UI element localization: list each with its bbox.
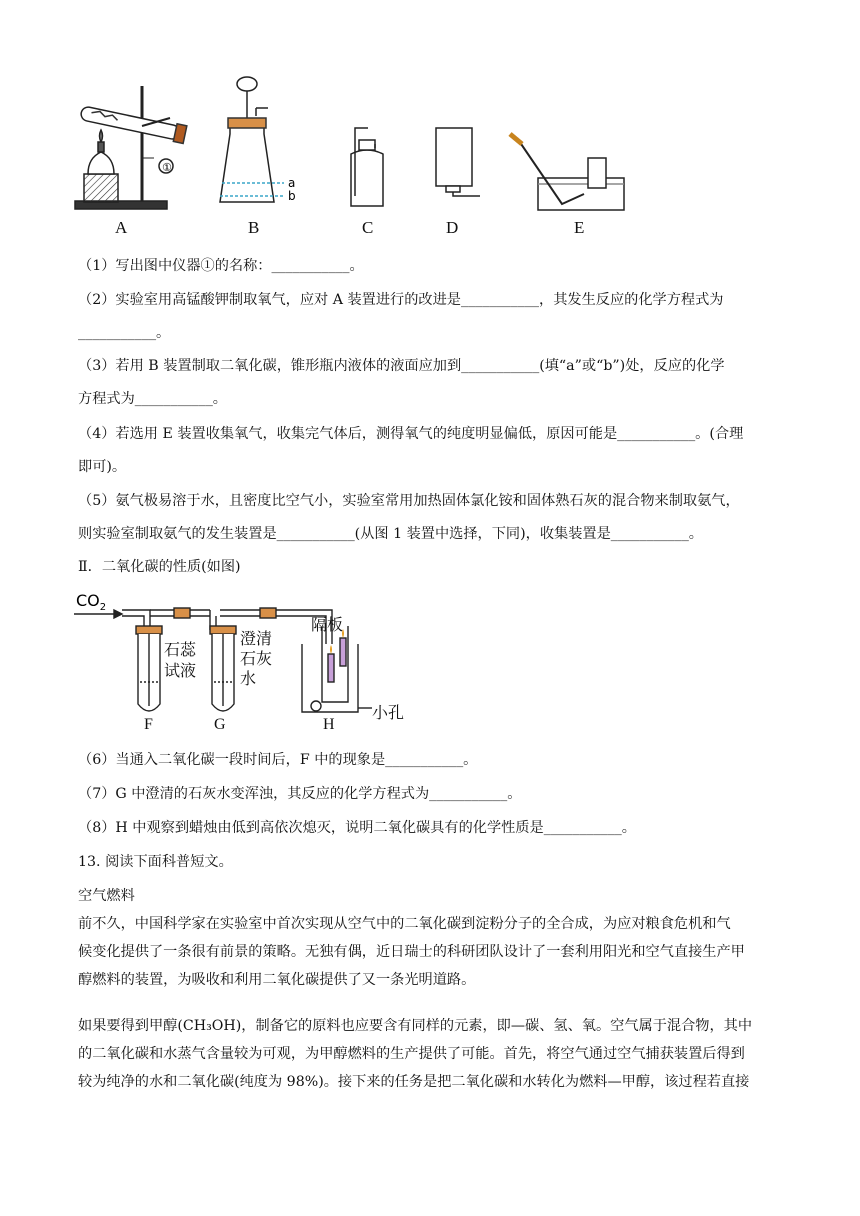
section-2-title: Ⅱ．二氧化碳的性质(如图) [78, 559, 241, 575]
question-1: （1）写出图中仪器①的名称：___________。 [78, 258, 364, 274]
apparatus-a [75, 86, 187, 209]
label-litmus-2: 试液 [164, 663, 197, 680]
apparatus-d [436, 128, 480, 196]
question-6: （6）当通入二氧化碳一段时间后，F 中的现象是___________。 [78, 752, 478, 768]
figure1-label-d: D [446, 218, 459, 237]
article-paragraph-2 [78, 1012, 778, 1096]
article-p2-line: 的二氧化碳和水蒸气含量较为可观，为甲醇燃料的生产提供了可能。首先，将空气通过空气捕获装置后得到 [78, 1046, 745, 1062]
article-p2-line: 较为纯净的水和二氧化碳(纯度为 98%)。接下来的任务是把二氧化碳和水转化为燃料—甲醇，该过程若直接 [78, 1074, 750, 1090]
co2-label: $CO_2$ [76, 591, 107, 613]
label-hole: 小孔 [372, 705, 405, 722]
label-partition: 隔板 [311, 617, 344, 634]
article-p1-line: 候变化提供了一条很有前景的策略。无独有偶，近日瑞士的科研团队设计了一套利用阳光和空气直接生产甲 [78, 944, 745, 960]
figure1-label-c: C [362, 218, 374, 237]
question-3-cont: 方程式为___________。 [78, 391, 227, 407]
label-h: H [323, 716, 335, 733]
question-3: （3）若用 B 装置制取二氧化碳，锥形瓶内液体的液面应加到___________(填“a”或“b”)处，反应的化学 [78, 358, 725, 374]
question-2: （2）实验室用高锰酸钾制取氧气，应对 A 装置进行的改进是___________，其发生反应的化学方程式为 [78, 292, 724, 308]
article-p1-line: 前不久，中国科学家在实验室中首次实现从空气中的二氧化碳到淀粉分子的全合成，为应对粮食危机和气 [78, 916, 731, 932]
question-13-title: 13. 阅读下面科普短文。 [78, 854, 233, 870]
question-2-cont: ___________。 [78, 325, 171, 341]
label-lime-3: 水 [240, 671, 257, 688]
article-title: 空气燃料 [78, 888, 135, 904]
label-g: G [214, 716, 226, 733]
label-litmus-1: 石蕊 [164, 642, 197, 659]
question-4: （4）若选用 E 装置收集氧气，收集完气体后，测得氧气的纯度明显偏低，原因可能是___________。(合理 [78, 426, 744, 442]
figure1-label-b: B [248, 218, 260, 237]
article-p1-line: 醇燃料的装置，为吸收和利用二氧化碳提供了又一条光明道路。 [78, 972, 476, 988]
marker-b: b [288, 189, 296, 203]
article-p2-line: 如果要得到甲醇(CH₃OH)，制备它的原料也应要含有同样的元素，即—碳、氢、氧。空气属于混合物，其中 [78, 1018, 753, 1034]
figure1-label-a: A [115, 218, 128, 237]
arrow-icon [74, 610, 122, 618]
marker-a: a [288, 176, 296, 190]
label-lime-2: 石灰 [240, 651, 273, 668]
label-f: F [144, 716, 153, 733]
article-paragraph-1 [78, 910, 778, 994]
question-7: （7）G 中澄清的石灰水变浑浊，其反应的化学方程式为___________。 [78, 786, 522, 802]
question-5-cont: 则实验室制取氨气的发生装置是___________(从图 1 装置中选择，下同)，收集装置是___________。 [78, 526, 703, 542]
question-5: （5）氨气极易溶于水，且密度比空气小，实验室常用加热固体氯化铵和固体熟石灰的混合物来制取氨气， [78, 493, 740, 509]
marker-1: ① [162, 161, 172, 174]
apparatus-c [351, 128, 383, 206]
question-4-cont: 即可)。 [78, 459, 127, 475]
apparatus-e [510, 134, 624, 210]
apparatus-figure-1 [70, 66, 630, 216]
apparatus-b [220, 77, 284, 202]
label-lime-1: 澄清 [240, 631, 273, 648]
figure1-label-e: E [574, 218, 585, 237]
question-8: （8）H 中观察到蜡烛由低到高依次熄灭，说明二氧化碳具有的化学性质是___________。 [78, 820, 636, 836]
